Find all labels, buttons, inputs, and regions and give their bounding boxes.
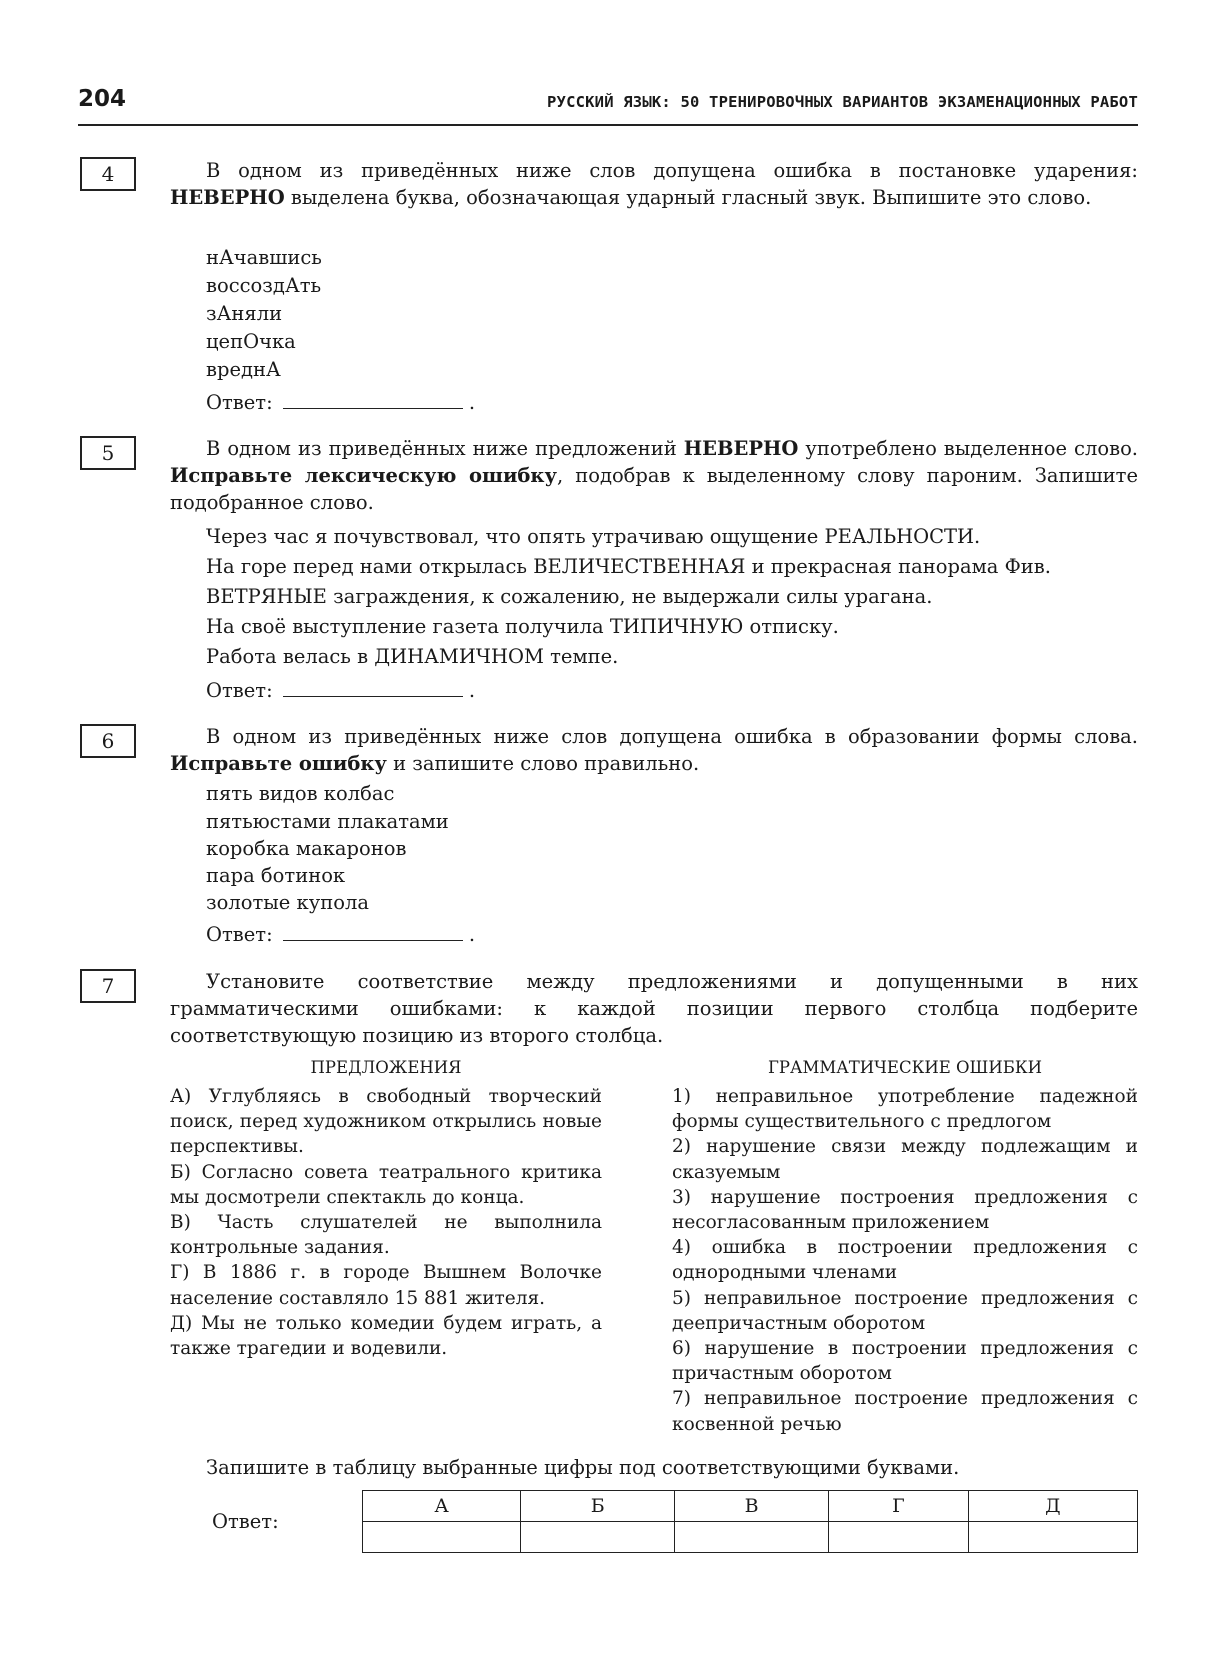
sentences-column <box>170 1084 602 1361</box>
answer-table-input-row <box>363 1522 1138 1553</box>
answer-cell-a[interactable] <box>363 1522 521 1553</box>
sentence-item: Г) В 1886 г. в городе Вышнем Волочке население составляло 15 881 жителя. <box>170 1262 602 1309</box>
task-4-word: зАняли <box>206 302 283 325</box>
error-item: 1) неправильное употребление падежной формы существительного с предлогом <box>672 1086 1138 1133</box>
task-number-7: 7 <box>80 969 136 1003</box>
sentences-column-header: ПРЕДЛОЖЕНИЯ <box>310 1058 462 1077</box>
error-item: 7) неправильное построение предложения с косвенной речью <box>672 1388 1138 1435</box>
errors-column <box>672 1084 1138 1437</box>
task-number-6: 6 <box>80 724 136 758</box>
task-5-sentence: На горе перед нами открылась ВЕЛИЧЕСТВЕННАЯ и прекрасная панорама Фив. <box>206 555 1051 578</box>
answer-table-header: Б <box>521 1491 675 1522</box>
task-7-text: Установите соответствие между предложениями и допущенными в них грамматическими ошибками: к каждой позиции первого столбца подберите соответствующую позицию из второго столбца. <box>170 970 1138 1047</box>
task-5-answer-blank[interactable] <box>283 678 463 697</box>
task-4-word: цепОчка <box>206 330 296 353</box>
answer-cell-d[interactable] <box>968 1522 1137 1553</box>
task-4-word: нАчавшись <box>206 246 322 269</box>
task-5-sentence: Через час я почувствовал, что опять утрачиваю ощущение РЕАЛЬНОСТИ. <box>206 525 981 548</box>
task-number-4: 4 <box>80 157 136 191</box>
task-5-sentence: На своё выступление газета получила ТИПИЧНУЮ отписку. <box>206 615 839 638</box>
sentence-item: Д) Мы не только комедии будем играть, а также трагедии и водевили. <box>170 1312 602 1360</box>
answer-table-header-row <box>363 1491 1138 1522</box>
answer-cell-b[interactable] <box>521 1522 675 1553</box>
task-6-word: коробка макаронов <box>206 837 407 860</box>
task-5-sentence: ВЕТРЯНЫЕ заграждения, к сожалению, не выдержали силы урагана. <box>206 585 933 608</box>
page-number: 204 <box>78 86 127 112</box>
task-4-answer-blank[interactable] <box>283 390 463 409</box>
running-title: РУССКИЙ ЯЗЫК: 50 ТРЕНИРОВОЧНЫХ ВАРИАНТОВ ЭКЗАМЕНАЦИОННЫХ РАБОТ <box>547 93 1138 111</box>
task-6-word: золотые купола <box>206 891 369 914</box>
answer-table-header: В <box>675 1491 829 1522</box>
answer-table-header: А <box>363 1491 521 1522</box>
answer-table-header: Г <box>829 1491 969 1522</box>
task-6-word: пять видов колбас <box>206 782 395 805</box>
answer-cell-g[interactable] <box>829 1522 969 1553</box>
header-rule <box>78 124 1138 126</box>
error-item: 5) неправильное построение предложения с деепричастным оборотом <box>672 1287 1138 1334</box>
task-6-answer: Ответ: . <box>206 923 476 946</box>
task-5-sentence: Работа велась в ДИНАМИЧНОМ темпе. <box>206 645 619 668</box>
errors-column-header: ГРАММАТИЧЕСКИЕ ОШИБКИ <box>767 1058 1043 1077</box>
sentence-item: В) Часть слушателей не выполнила контрольные задания. <box>170 1212 602 1259</box>
task-7-answer-label: Ответ: <box>212 1510 279 1533</box>
error-item: 2) нарушение связи между подлежащим и сказуемым <box>672 1136 1138 1183</box>
answer-table-header: Д <box>968 1491 1137 1522</box>
sentence-item: Б) Согласно совета театрального критика мы досмотрели спектакль до конца. <box>170 1161 602 1208</box>
answer-cell-v[interactable] <box>675 1522 829 1553</box>
task-4-word: вреднА <box>206 358 281 381</box>
table-instruction: Запишите в таблицу выбранные цифры под соответствующими буквами. <box>206 1456 960 1479</box>
task-4-word: воссоздАть <box>206 274 322 297</box>
error-item: 3) нарушение построения предложения с несогласованным приложением <box>672 1186 1138 1234</box>
task-4-text: В одном из приведённых ниже слов допущена ошибка в постановке ударения: НЕВЕРНО выделена буква, обозначающая ударный гласный звук. Выпишите это слово. <box>170 159 1138 209</box>
task-5-answer: Ответ: . <box>206 679 476 702</box>
error-item: 4) ошибка в построении предложения с однородными членами <box>672 1237 1138 1284</box>
error-item: 6) нарушение в построении предложения с причастным оборотом <box>672 1338 1138 1385</box>
task-number-5: 5 <box>80 436 136 470</box>
task-6-word: пара ботинок <box>206 864 346 887</box>
task-5-text: В одном из приведённых ниже предложений НЕВЕРНО употреблено выделенное слово. Исправьте лексическую ошибку, подобрав к выделенному слову пароним. Запишите подобранное слово. <box>170 437 1139 514</box>
answer-table <box>362 1490 1138 1553</box>
task-4-answer: Ответ: . <box>206 391 476 414</box>
task-6-text: В одном из приведённых ниже слов допущена ошибка в образовании формы слова. Исправьте ошибку и запишите слово правильно. <box>170 725 1138 775</box>
task-6-answer-blank[interactable] <box>283 922 463 941</box>
task-6-word: пятьюстами плакатами <box>206 810 449 833</box>
sentence-item: А) Углубляясь в свободный творческий поиск, перед художником открылись новые перспективы. <box>170 1086 602 1158</box>
